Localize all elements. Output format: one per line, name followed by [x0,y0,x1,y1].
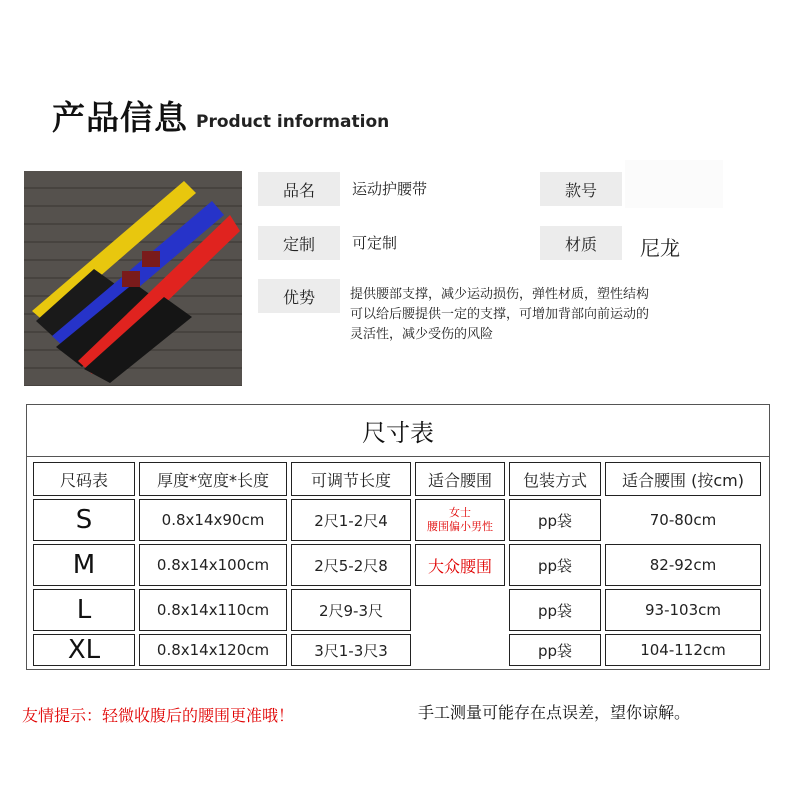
fit-waist-cell [415,589,505,631]
size-cell: L [33,589,135,631]
header-packaging: 包装方式 [509,462,601,496]
pack-cell: pp袋 [509,499,601,541]
header-fit-waist: 适合腰围 [415,462,505,496]
adjust-cell: 2尺5-2尺8 [291,544,411,586]
waist-cell: 104-112cm [605,634,761,666]
size-table [26,404,770,670]
advantage-label: 优势 [258,279,340,313]
fit-waist-line: 女士 [449,506,471,520]
waist-cell: 82-92cm [605,544,761,586]
header-dimensions: 厚度*宽度*长度 [139,462,287,496]
size-cell: XL [33,634,135,666]
advantage-line: 提供腰部支撑，减少运动损伤，弹性材质，塑性结构 [350,287,650,302]
header-waist-cm: 适合腰围 (按cm) [605,462,761,496]
size-cell: S [33,499,135,541]
waist-cell: 93-103cm [605,589,761,631]
fit-waist-cell: 大众腰围 [415,544,505,586]
dims-cell: 0.8x14x110cm [139,589,287,631]
pack-cell: pp袋 [509,544,601,586]
page-subtitle: Product information [196,112,390,132]
model-value-box [625,160,723,208]
model-label: 款号 [540,172,622,206]
name-value: 运动护腰带 [352,180,428,198]
header-adjustable-length: 可调节长度 [291,462,411,496]
adjust-cell: 3尺1-3尺3 [291,634,411,666]
dims-cell: 0.8x14x90cm [139,499,287,541]
tip-note: 友情提示：轻微收腹后的腰围更准哦！ [22,706,295,725]
pack-cell: pp袋 [509,634,601,666]
adjust-cell: 2尺9-3尺 [291,589,411,631]
advantage-line: 可以给后腰提供一定的支撑，可增加背部向前运动的 [350,307,650,322]
material-label: 材质 [540,226,622,260]
fit-waist-cell [415,499,505,541]
dims-cell: 0.8x14x100cm [139,544,287,586]
waist-cell: 70-80cm [605,499,761,541]
name-label: 品名 [258,172,340,206]
advantage-text [350,285,649,345]
measurement-note: 手工测量可能存在点误差，望你谅解。 [418,703,691,722]
fit-waist-line: 腰围偏小男性 [427,520,493,533]
custom-value: 可定制 [352,234,398,252]
page-title: 产品信息 [52,98,188,137]
header-size: 尺码表 [33,462,135,496]
size-cell: M [33,544,135,586]
adjust-cell: 2尺1-2尺4 [291,499,411,541]
size-table-title: 尺寸表 [27,405,769,457]
custom-label: 定制 [258,226,340,260]
dims-cell: 0.8x14x120cm [139,634,287,666]
advantage-line: 灵活性，减少受伤的风险 [350,327,494,342]
product-photo [24,171,242,386]
fit-waist-cell [415,634,505,666]
belt-illustration [24,171,242,386]
material-value: 尼龙 [640,236,680,260]
pack-cell: pp袋 [509,589,601,631]
